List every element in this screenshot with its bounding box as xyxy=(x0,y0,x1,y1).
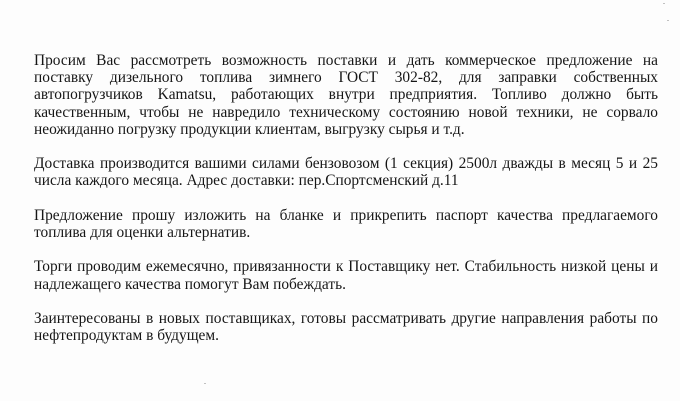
scan-speck xyxy=(204,383,206,384)
scan-speck xyxy=(667,20,669,21)
paragraph-new-suppliers: Заинтересованы в новых поставщиках, готовы рассматривать другие направления работы по нефтепродуктам в будущем. xyxy=(34,309,658,345)
paragraph-request: Просим Вас рассмотреть возможность поставки и дать коммерческое предложение на поставку дизельного топлива зимнего ГОСТ 302-82, для заправки собственных автопогрузчиков Kamatsu, работающих внутри предприятия. Топливо должно быть качественным, чтобы не навредило техническому состоянию новой техники, не сорвало неожиданно погрузку продукции клиентам, выгрузку сырья и т.д. xyxy=(34,52,658,138)
letter-body xyxy=(34,52,658,362)
paragraph-offer-format: Предложение прошу изложить на бланке и прикрепить паспорт качества предлагаемого топлива для оценки альтернатив. xyxy=(34,206,658,241)
paragraph-delivery: Доставка производится вашими силами бензовозом (1 секция) 2500л дважды в месяц 5 и 25 числа каждого месяца. Адрес доставки: пер.Спортсменский д.11 xyxy=(34,155,658,190)
scan-speck xyxy=(663,3,665,4)
paragraph-tenders: Торги проводим ежемесячно, привязанности к Поставщику нет. Стабильность низкой цены и надлежащего качества помогут Вам побеждать. xyxy=(34,258,658,293)
